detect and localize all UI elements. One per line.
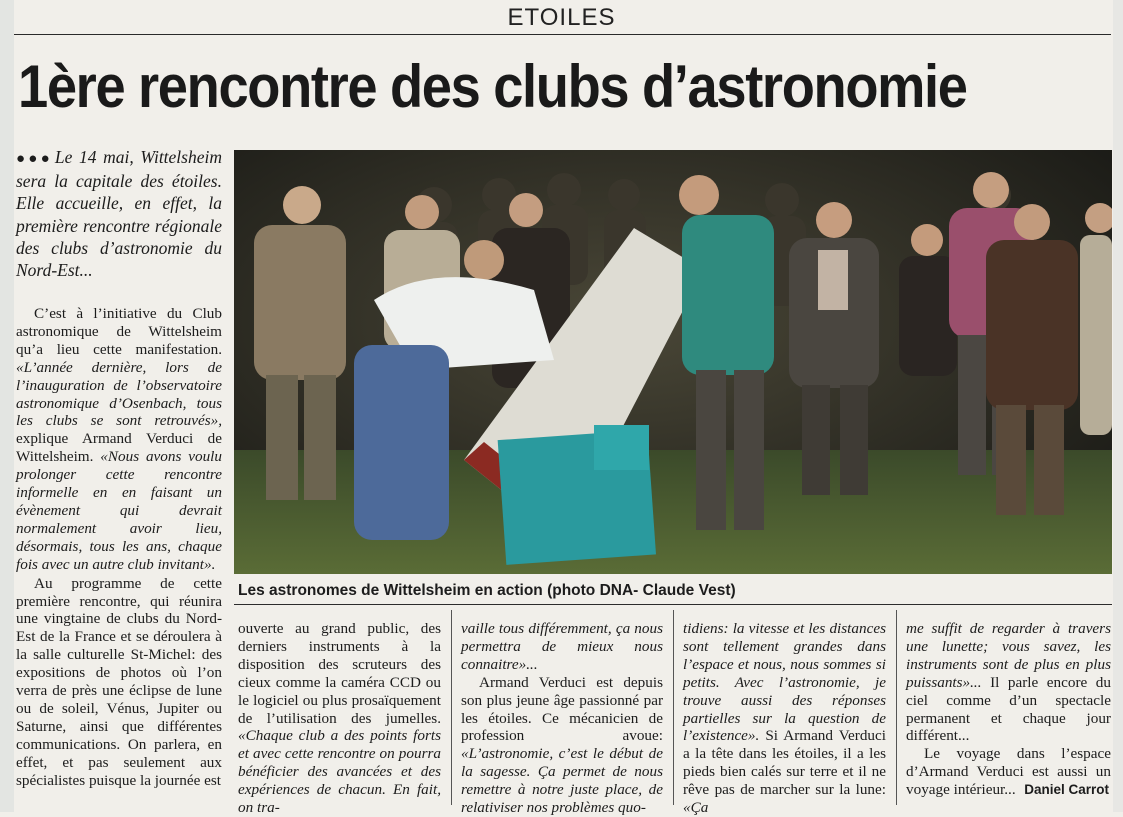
paragraph-verduci bbox=[461, 674, 663, 817]
column-2 bbox=[238, 620, 441, 817]
author-signature: Daniel Carrot bbox=[1024, 782, 1109, 797]
text-run: ouverte au grand public, des derniers instruments à la disposition des scruteurs des cieux comme la caméra CCD ou le logiciel ou plus prosaïquement de l’utilisation des jumelles. bbox=[238, 620, 441, 727]
column-4 bbox=[683, 620, 886, 817]
text-run: Si Armand Verduci a la tête dans les étoiles, il a les pieds bien calés sur terre et il ne rêve pas de marcher sur la lune: bbox=[683, 727, 886, 799]
paragraph-verduci-cont bbox=[683, 620, 886, 817]
photo-caption: Les astronomes de Wittelsheim en action (photo DNA- Claude Vest) bbox=[238, 582, 736, 599]
section-rule bbox=[14, 34, 1111, 35]
quote-run: «Chaque club a des points forts et avec cette rencontre on pourra bénéficier des avancées et des expériences de chacun. En fait, on tra- bbox=[238, 727, 441, 817]
text-run: Le voyage dans l’espace d’Armand Verduci est aussi un voyage intérieur... bbox=[906, 745, 1111, 799]
column-divider bbox=[673, 610, 674, 805]
paragraph-programme-end bbox=[461, 620, 663, 674]
quote-run: «Nous avons voulu prolonger cette rencontre informelle en en faisant un évènement qui devrait normalement avoir lieu, désormais, tous les ans, chaque fois avec un autre club invitant». bbox=[16, 448, 222, 573]
lead-bullets: ●●● bbox=[16, 151, 53, 167]
text-run: Au programme de cette première rencontre, qui réunira une vingtaine de clubs du Nord-Est de la France et se déroulera à la salle culturelle St-Michel: des expositions de photos où l’on verra de près une éclipse de lune ou de soleil, Vénus, Jupiter ou Saturne, ainsi que différentes communications. On parlera, en effet, et pas seulement aux spécialistes puisque la journée est bbox=[16, 574, 222, 789]
quote-run: «L’année dernière, lors de l’inauguration de l’observatoire astronomique d’Osenbach, tous les clubs se sont retrouvés», bbox=[16, 358, 222, 430]
paragraph-programme-cont bbox=[238, 620, 441, 817]
paragraph-verduci-end bbox=[906, 620, 1111, 745]
text-run: Il parle encore du ciel comme d’un spectacle permanent et chaque jour différent... bbox=[906, 673, 1111, 745]
column-1 bbox=[16, 305, 222, 789]
quote-run: tidiens: la vitesse et les distances sont tellement grandes dans l’espace et nous, nous sommes si petits. Avec l’astronomie, je trouve aussi des réponses partielles sur la question de l’existence». bbox=[683, 620, 886, 745]
quote-run: me suffit de regarder à travers une lunette; vous savez, les instruments sont de plus en plus puissants»... bbox=[906, 620, 1111, 691]
quote-run: «L’astronomie, c’est le début de la sagesse. Ça permet de nous remettre à notre juste place, de relativiser nos problèmes quo- bbox=[461, 745, 663, 817]
page-edge-right bbox=[1113, 0, 1123, 812]
paragraph-intro bbox=[16, 305, 222, 574]
column-5 bbox=[906, 620, 1111, 799]
caption-rule bbox=[234, 604, 1112, 605]
photo-astronomers bbox=[234, 150, 1112, 574]
text-run: explique Armand Verduci de Wittelsheim. bbox=[16, 430, 222, 466]
lead-text: Le 14 mai, Wittelsheim sera la capitale des étoiles. Elle accueille, en effet, la première rencontre régionale des clubs d’astronomie du Nord-Est... bbox=[16, 147, 222, 281]
headline: 1ère rencontre des clubs d’astronomie bbox=[18, 53, 967, 120]
paragraph-programme bbox=[16, 575, 222, 790]
column-divider bbox=[896, 610, 897, 805]
photo-illustration bbox=[234, 150, 1112, 574]
column-divider bbox=[451, 610, 452, 805]
quote-run: «Ça bbox=[683, 799, 709, 817]
lead-paragraph bbox=[16, 146, 222, 281]
text-run: C’est à l’initiative du Club astronomique de Wittelsheim qu’a lieu cette manifestation. bbox=[16, 305, 222, 358]
column-3 bbox=[461, 620, 663, 817]
section-title: ETOILES bbox=[507, 4, 616, 31]
quote-run: vaille tous différemment, ça nous permettra de mieux nous connaitre»... bbox=[461, 620, 663, 673]
page-edge-left bbox=[0, 0, 14, 812]
text-run: Armand Verduci est depuis son plus jeune âge passionné par les étoiles. Ce mécanicien de profession avoue: bbox=[461, 673, 663, 745]
